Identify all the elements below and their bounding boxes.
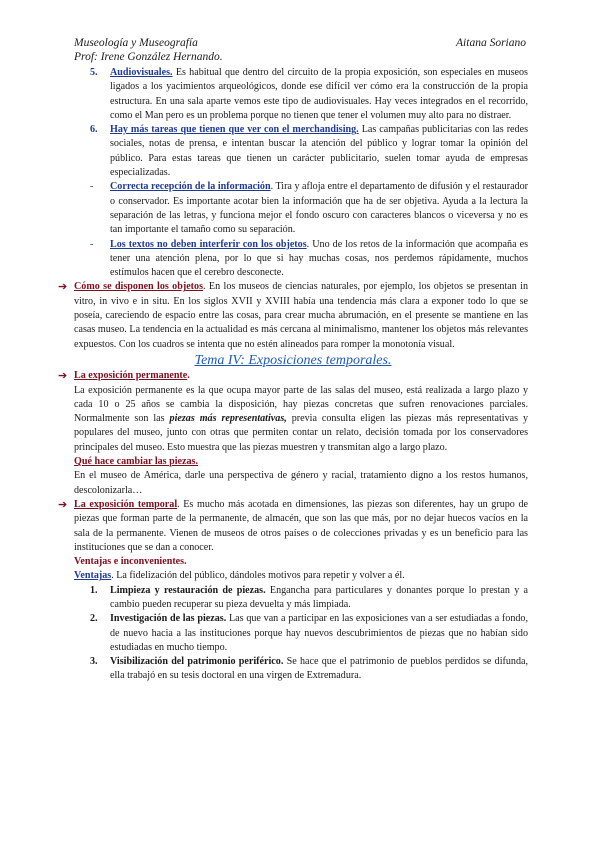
- item-number: 5.: [90, 67, 98, 78]
- emphasis-text: piezas más representativas,: [169, 413, 287, 425]
- professor-line: Prof: Irene González Hernando.: [74, 51, 223, 63]
- arrow-icon: ➔: [58, 370, 68, 383]
- section-temporal: [58, 498, 528, 555]
- chapter-title: Tema IV: Exposiciones temporales.: [194, 352, 392, 368]
- item-title: Los textos no deben interferir con los objetos: [110, 238, 307, 250]
- item-title: Investigación de las piezas.: [110, 613, 227, 625]
- page-header: [74, 36, 526, 64]
- section-disponen: [58, 280, 528, 351]
- item-number: 2.: [90, 613, 98, 625]
- list-item: [58, 612, 528, 655]
- ventajas-label: Ventajas: [74, 570, 112, 582]
- subheading-cambiar: [58, 455, 528, 469]
- item-text: . Uno de los retos de la información que acompaña es tener una atención plena, por lo que si hay muchas cosas, nos perdemos rápidamente, muchos estímulos hacen que el cerebro desconecte.: [110, 238, 528, 279]
- list-item: [58, 655, 528, 684]
- item-title: Correcta recepción de la información: [110, 181, 271, 193]
- item-number: 6.: [90, 124, 98, 136]
- section-text: . En los museos de ciencias naturales, por ejemplo, los objetos se presentan in vitro, in vivo e in situ. En los siglos XVII y XVIII había una tendencia más clara a exponer todo lo que se poseía, careciendo de espacio entre las cosas, para crear mucha abrumación, en el presente se mantiene en las casas museo. La tendencia en la actualidad es más cercana al minimalismo, mantener los objetos más relevantes expuestos. Con los cuadros se intenta que no estén alineados para romper la monotonía visual.: [74, 281, 529, 350]
- document-body: [58, 66, 528, 684]
- dash-item: [58, 180, 528, 237]
- item-title: Hay más tareas que tienen que ver con el merchandising.: [110, 124, 359, 136]
- item-title: Limpieza y restauración de piezas.: [110, 584, 266, 596]
- arrow-icon: ➔: [58, 498, 68, 511]
- list-item: [58, 584, 528, 613]
- paragraph-text: previa consulta eligen las piezas más representativas y populares del museo, junto con otras que permiten contar un relato, decisión tomada por los conservadores principales del museo. Esto muestra que las piezas muestren y transmitan algo a largo plazo.: [74, 413, 529, 453]
- section-permanente-text: [58, 384, 528, 455]
- item-text: Engancha para particulares y donantes porque lo prestan y a cambio pueden recuperar su pieza devuelta y más limpiada.: [110, 584, 528, 610]
- item-text: Las que van a participar en las exposiciones van a ser estudiadas a fondo, de nuevo hacia a las instituciones porque hay nuevos descubrimientos de piezas que no habían sido estudiadas en mucho tiempo.: [110, 613, 529, 653]
- course-title: Museología y Museografía: [74, 37, 198, 49]
- subheading-title: Ventajas e inconvenientes.: [74, 556, 187, 568]
- arrow-icon: ➔: [58, 281, 68, 294]
- section-title: Cómo se disponen los objetos: [74, 281, 204, 293]
- dash-bullet: -: [90, 181, 94, 193]
- section-permanente-heading: [58, 369, 528, 383]
- author-name: Aitana Soriano: [456, 37, 526, 49]
- paragraph-text: . La fidelización del público, dándoles motivos para repetir y volver a él.: [111, 570, 405, 582]
- item-text: Es habitual que dentro del circuito de la propia exposición, son especiales en museos ligados a los yacimientos arqueológicos, donde ese difícil ver cómo era la construcción de la propia estructura. En una sala aparte vemos este tipo de audiovisuales. Hay veces integrados en el recorrido, como el Man pero es un problema porque no tienen que tener el volumen muy alto para no distraer.: [110, 67, 528, 121]
- item-title: Visibilización del patrimonio periférico.: [110, 656, 284, 668]
- section-cambiar-text: [58, 469, 528, 498]
- list-item: [58, 123, 528, 180]
- section-text: . Es mucho más acotada en dimensiones, las piezas son diferentes, hay un grupo de piezas que forman parte de la permanente, de almacén, que son las que más, por no dejar huecos vacíos en la sala de la permanente. Vienen de museos de otros países o de colecciones privadas y es un beneficio para las instituciones que se dan a conocer.: [74, 498, 528, 553]
- section-title: La exposición temporal: [74, 498, 178, 510]
- subheading-ventajas: [58, 555, 528, 569]
- subheading-title: Qué hace cambiar las piezas.: [74, 456, 199, 468]
- dash-bullet: -: [90, 238, 94, 250]
- title-dot: .: [187, 370, 190, 382]
- list-item: [58, 66, 528, 123]
- paragraph-text: En el museo de América, darle una perspectiva de género y racial, tratamiento digno a los restos humanos, descolonizarla…: [74, 470, 528, 496]
- paragraph-text: La exposición permanente es la que ocupa mayor parte de las salas del museo, está realizada a largo plazo y cada 10 o 25 años se cambia la disposición, hay piezas concretas que sufren renovaciones parciales. Normalmente son las: [74, 384, 528, 425]
- ventajas-line: [58, 569, 528, 583]
- item-text: Se hace que el patrimonio de pueblos perdidos se difunda, ella trabajó en su tesis doctoral en una virgen de Extremadura.: [110, 656, 529, 682]
- item-number: 1.: [90, 584, 98, 596]
- dash-item: [58, 238, 528, 281]
- item-text: . Tira y afloja entre el departamento de difusión y el restaurador o conservador. Es importante acotar bien la información que ha de ser objetiva. Ayuda a la lectura la separación de las letras, y funciona mejor el fondo oscuro con caracteres blancos o viceversa y no es tan importante el tamaño como su separación.: [110, 181, 528, 236]
- section-title: La exposición permanente: [74, 370, 188, 382]
- item-number: 3.: [90, 656, 98, 668]
- item-text: Las campañas publicitarias con las redes sociales, notas de prensa, e intentan buscar la atención del público y lograr tomar la opinión del público. Para estas tareas que tienen un carácter publicitario, suelen tomar ayuda de empresas especializadas.: [110, 124, 528, 179]
- item-title: Audiovisuales.: [110, 67, 173, 78]
